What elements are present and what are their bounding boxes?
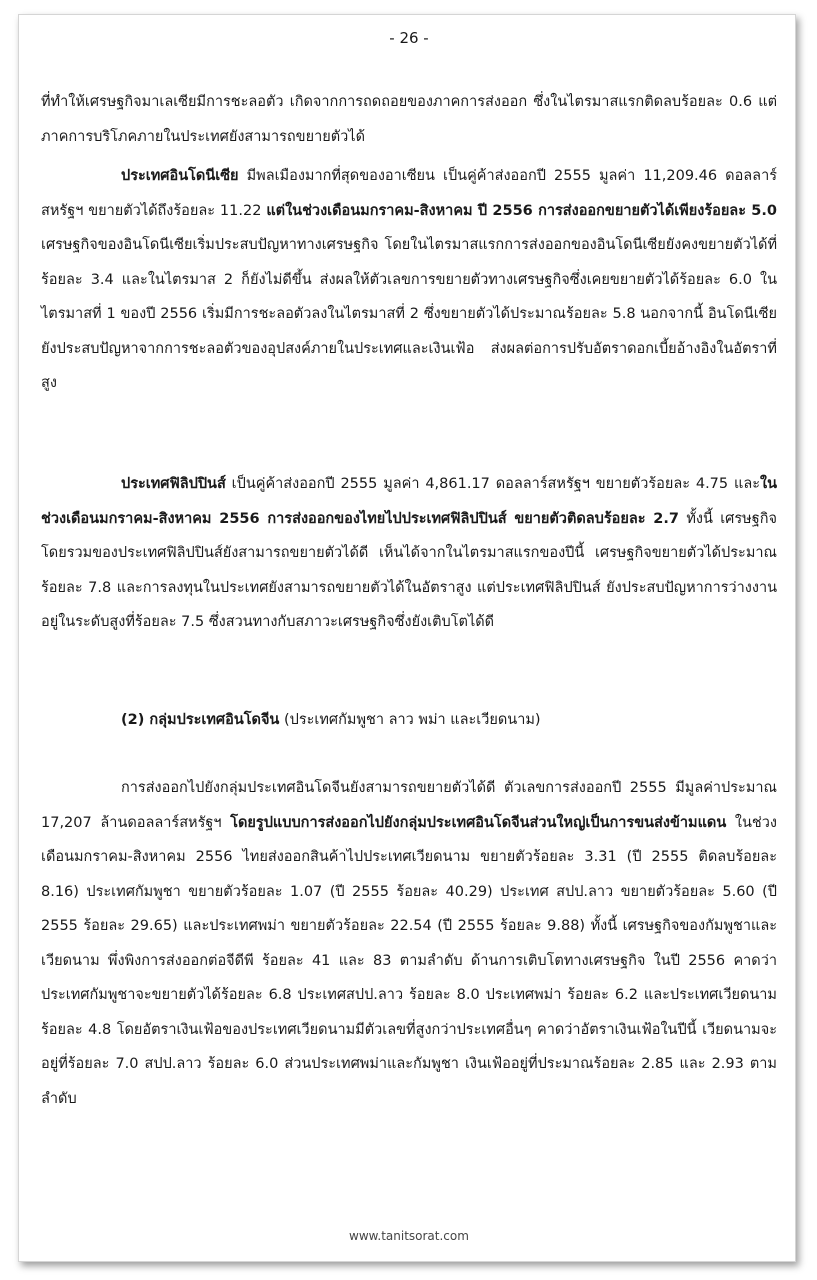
paragraph-indonesia [41,159,777,401]
page-number: - 26 - [389,29,429,47]
paragraph-malaysia-continuation [41,85,777,154]
document-page [18,14,796,1262]
paragraph-text: การส่งออกไปยังกลุ่มประเทศอินโดจีนยังสามารถขยายตัวได้ดี ตัวเลขการส่งออกปี 2555 มีมูลค่าประมาณ 17,207 ล้านดอลลาร์สหรัฐฯ [41,780,777,831]
paragraph-text: เป็นคู่ค้าส่งออกปี 2555 มูลค่า 4,861.17 ดอลลาร์สหรัฐฯ ขยายตัวร้อยละ 4.75 และ [225,476,760,492]
paragraph-text: ในช่วงเดือนมกราคม-สิงหาคม 2556 ไทยส่งออกสินค้าไปประเทศเวียดนาม ขยายตัวร้อยละ 3.31 (ปี 2555 ติดลบร้อยละ 8.16) ประเทศกัมพูชา ขยายตัวร้อยละ 1.07 (ปี 2555 ร้อยละ 40.29) ประเทศ สปป.ลาว ขยายตัวร้อยละ 5.60 (ปี 2555 ร้อยละ 29.65) และประเทศพม่า ขยายตัวร้อยละ 22.54 (ปี 2555 ร้อยละ 9.88) ทั้งนี้ เศรษฐกิจของกัมพูชาและเวียดนาม พึ่งพิงการส่งออกต่อจีดีพี ร้อยละ 41 และ 83 ตามลำดับ ด้านการเติบโตทางเศรษฐกิจ ในปี 2556 คาดว่า ประเทศกัมพูชาจะขยายตัวได้ร้อยละ 6.8 ประเทศสปป.ลาว ร้อยละ 8.0 ประเทศพม่า ร้อยละ 6.2 และประเทศเวียดนามร้อยละ 4.8 โดยอัตราเงินเฟ้อของประเทศเวียดนามมีตัวเลขที่สูงกว่าประเทศอื่นๆ คาดว่าอัตราเงินเฟ้อในปีนี้ เวียดนามจะอยู่ที่ร้อยละ 7.0 สปป.ลาว ร้อยละ 6.0 ส่วนประเทศพม่าและกัมพูชา เงินเฟ้ออยู่ที่ประมาณร้อยละ 2.85 และ 2.93 ตามลำดับ [41,814,777,1107]
paragraph-bold-text: ในช่วงเดือนมกราคม-สิงหาคม 2556 การส่งออกของไทยไปประเทศฟิลิปปินส์ ขยายตัวติดลบร้อยละ 2.7 [41,476,777,527]
paragraph-text: ทั้งนี้ เศรษฐกิจโดยรวมของประเทศฟิลิปปินส์ยังสามารถขยายตัวได้ดี เห็นได้จากในไตรมาสแรกของปีนี้ เศรษฐกิจขยายตัวได้ประมาณร้อยละ 7.8 และการลงทุนในประเทศยังสามารถขยายตัวได้ในอัตราสูง แต่ประเทศฟิลิปปินส์ ยังประสบปัญหาการว่างงานอยู่ในระดับสูงที่ร้อยละ 7.5 ซึ่งสวนทางกับสภาวะเศรษฐกิจซึ่งยังเติบโตได้ดี [41,510,777,630]
indochina-section-heading [41,703,777,738]
section-heading-text: (ประเทศกัมพูชา ลาว พม่า และเวียดนาม) [279,712,541,728]
section-heading-bold: (2) กลุ่มประเทศอินโดจีน [121,712,280,728]
indonesia-heading: ประเทศอินโดนีเซีย [121,168,239,184]
paragraph-philippines [41,467,777,640]
footer-website: www.tanitsorat.com [349,1229,469,1243]
paragraph-indochina [41,771,777,1116]
paragraph-text: ที่ทำให้เศรษฐกิจมาเลเซียมีการชะลอตัว เกิดจากการถดถอยของภาคการส่งออก ซึ่งในไตรมาสแรกติดลบร้อยละ 0.6 แต่ภาคการบริโภคภายในประเทศยังสามารถขยายตัวได้ [41,94,777,145]
philippines-heading: ประเทศฟิลิปปินส์ [121,476,226,492]
paragraph-text: มีพลเมืองมากที่สุดของอาเซียน เป็นคู่ค้าส่งออกปี 2555 มูลค่า 11,209.46 ดอลลาร์สหรัฐฯ ขยายตัวได้ถึงร้อยละ 11.22 [41,168,777,219]
paragraph-bold-text: แต่ในช่วงเดือนมกราคม-สิงหาคม ปี 2556 การส่งออกขยายตัวได้เพียงร้อยละ 5.0 [266,202,777,219]
paragraph-bold-text: โดยรูปแบบการส่งออกไปยังกลุ่มประเทศอินโดจีนส่วนใหญ่เป็นการขนส่งข้ามแดน [230,814,727,831]
paragraph-text: เศรษฐกิจของอินโดนีเซียเริ่มประสบปัญหาทางเศรษฐกิจ โดยในไตรมาสแรกการส่งออกของอินโดนีเซียยังคงขยายตัวได้ที่ร้อยละ 3.4 และในไตรมาส 2 ก็ยังไม่ดีขึ้น ส่งผลให้ตัวเลขการขยายตัวทางเศรษฐกิจซึ่งเคยขยายตัวได้ร้อยละ 6.0 ในไตรมาสที่ 1 ของปี 2556 เริ่มมีการชะลอตัวลงในไตรมาสที่ 2 ซึ่งขยายตัวได้ประมาณร้อยละ 5.8 นอกจากนี้ อินโดนีเซียยังประสบปัญหาจากการชะลอตัวของอุปสงค์ภายในประเทศและเงินเฟ้อ ส่งผลต่อการปรับอัตราดอกเบี้ยอ้างอิงในอัตราที่สูง [41,237,777,391]
